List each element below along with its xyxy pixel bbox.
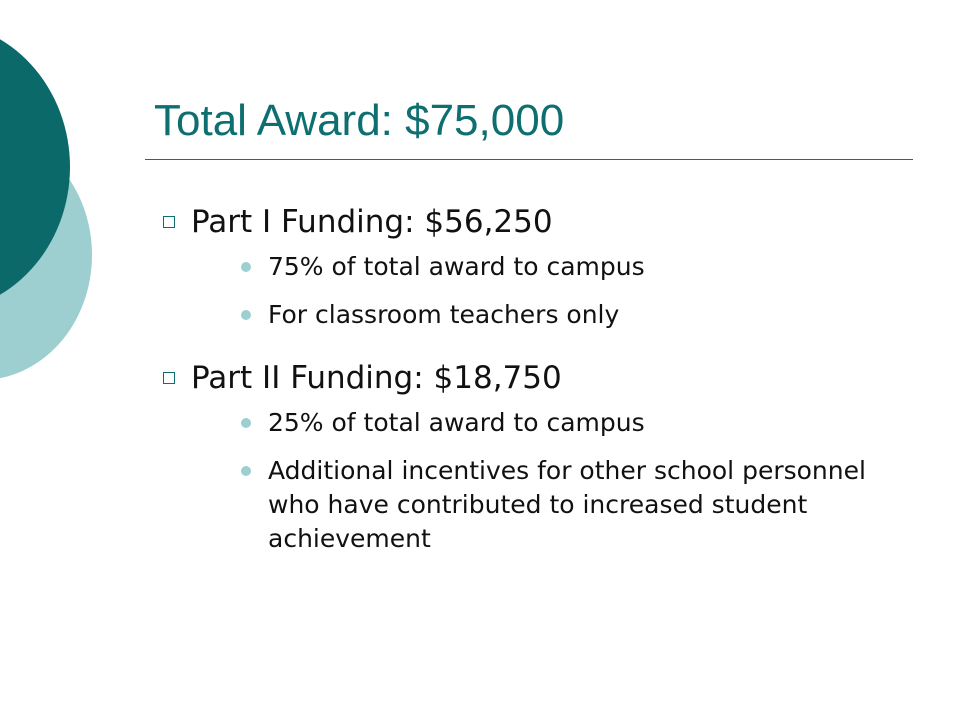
sub-bullet-item <box>241 250 908 284</box>
sub-bullet-list <box>191 406 908 556</box>
sub-bullet-list <box>191 250 908 332</box>
hollow-square-bullet-icon <box>163 372 175 384</box>
filled-circle-bullet-icon <box>241 310 251 320</box>
bullet-item-part-i <box>155 200 895 346</box>
filled-circle-bullet-icon <box>241 466 251 476</box>
filled-circle-bullet-icon <box>241 418 251 428</box>
filled-circle-bullet-icon <box>241 262 251 272</box>
sub-bullet-item <box>241 406 908 440</box>
slide-title: Total Award: $75,000 <box>154 96 565 145</box>
bullet-item-body <box>191 200 908 346</box>
bullet-item-part-ii <box>155 356 895 570</box>
hollow-square-bullet-icon <box>163 216 175 228</box>
sub-bullet-text: 25% of total award to campus <box>268 408 645 437</box>
bullet-item-label: Part II Funding: $18,750 <box>191 360 562 396</box>
bullet-item-label: Part I Funding: $56,250 <box>191 204 553 240</box>
sub-bullet-item <box>241 298 908 332</box>
sub-bullet-text: 75% of total award to campus <box>268 252 645 281</box>
title-divider <box>145 159 913 160</box>
sub-bullet-text: Additional incentives for other school personnel who have contributed to increased student achievement <box>268 456 866 553</box>
bullet-list <box>155 200 895 570</box>
sub-bullet-text: For classroom teachers only <box>268 300 620 329</box>
sub-bullet-item <box>241 454 908 556</box>
bullet-item-body <box>191 356 908 570</box>
